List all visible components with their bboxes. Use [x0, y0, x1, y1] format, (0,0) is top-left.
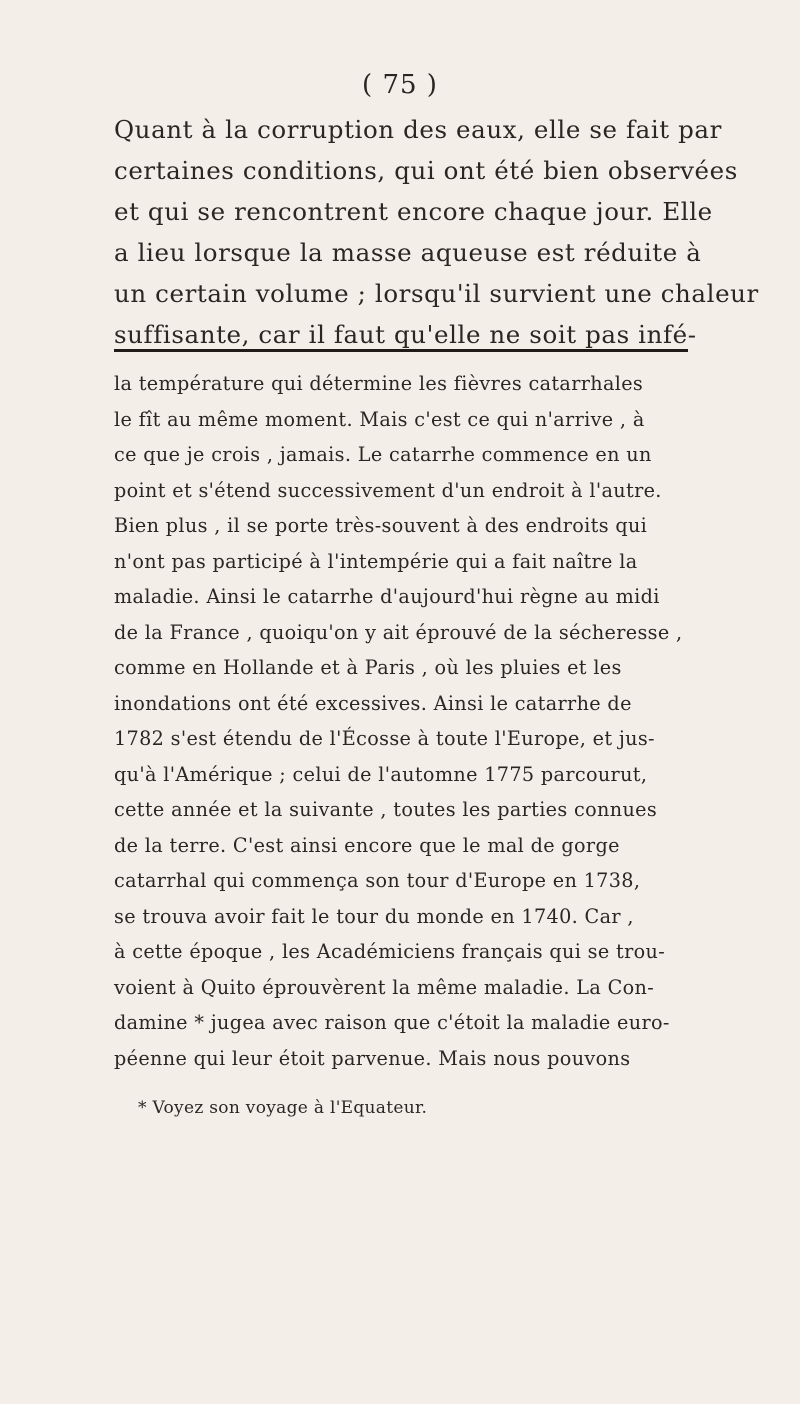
main-text-line: un certain volume ; lorsqu'il survient une chaleur: [114, 279, 759, 308]
note-text-line: se trouva avoir fait le tour du monde en 1740. Car ,: [114, 904, 634, 928]
note-text-line: Bien plus , il se porte très-souvent à des endroits qui: [114, 514, 648, 537]
main-text-line: et qui se rencontrent encore chaque jour. Elle: [114, 197, 713, 226]
note-text-line: péenne qui leur étoit parvenue. Mais nous pouvons: [114, 1046, 631, 1070]
note-text-line: qu'à l'Amérique ; celui de l'automne 1775 parcourut,: [114, 762, 648, 786]
note-text-line: n'ont pas participé à l'intempérie qui a fait naître la: [114, 549, 638, 573]
note-text-line: 1782 s'est étendu de l'Écosse à toute l'Europe, et jus-: [114, 727, 655, 750]
main-text-line: certaines conditions, qui ont été bien observées: [114, 156, 738, 185]
note-text-line: à cette époque , les Académiciens français qui se trou-: [114, 940, 666, 963]
note-text-line: catarrhal qui commença son tour d'Europe en 1738,: [114, 869, 641, 892]
footnote: * Voyez son voyage à l'Equateur.: [138, 1098, 428, 1118]
section-divider: [114, 349, 688, 352]
main-text-line: Quant à la corruption des eaux, elle se fait par: [114, 115, 722, 144]
note-text-line: de la terre. C'est ainsi encore que le mal de gorge: [114, 833, 620, 857]
note-text-line: damine * jugea avec raison que c'étoit la maladie euro-: [114, 1011, 670, 1034]
main-text-line: a lieu lorsque la masse aqueuse est réduite à: [114, 238, 702, 267]
page-number: ( 75 ): [362, 70, 438, 100]
note-text-line: voient à Quito éprouvèrent la même maladie. La Con-: [114, 975, 655, 999]
note-text-line: point et s'étend successivement d'un endroit à l'autre.: [114, 478, 662, 502]
note-text-line: le fît au même moment. Mais c'est ce qui n'arrive , à: [114, 407, 645, 431]
note-text-line: maladie. Ainsi le catarrhe d'aujourd'hui règne au midi: [114, 585, 660, 608]
main-text-line: suffisante, car il faut qu'elle ne soit pas infé-: [114, 320, 697, 349]
note-text-line: inondations ont été excessives. Ainsi le catarrhe de: [114, 691, 632, 715]
note-text-line: ce que je crois , jamais. Le catarrhe commence en un: [114, 443, 652, 466]
note-text-line: de la France , quoiqu'on y ait éprouvé de la sécheresse ,: [114, 620, 683, 644]
note-text-line: la température qui détermine les fièvres catarrhales: [114, 372, 644, 395]
note-text-line: cette année et la suivante , toutes les parties connues: [114, 798, 658, 821]
note-text-line: comme en Hollande et à Paris , où les pluies et les: [114, 656, 622, 679]
